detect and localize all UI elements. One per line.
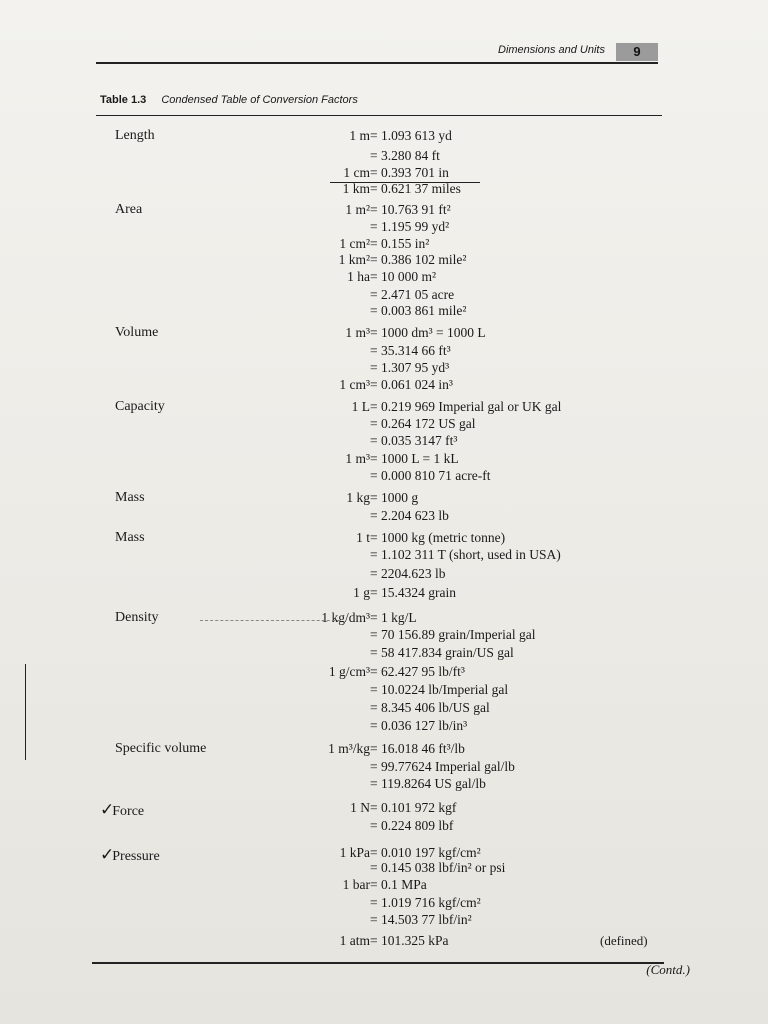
conversion-value: = 0.219 969 Imperial gal or UK gal bbox=[370, 399, 562, 414]
conversion-value: = 99.77624 Imperial gal/lb bbox=[370, 759, 515, 774]
unit-lhs: 1 kg bbox=[346, 490, 370, 505]
unit-lhs: 1 km bbox=[342, 181, 370, 196]
unit-lhs: 1 L bbox=[351, 399, 370, 414]
unit-lhs: 1 ha bbox=[347, 269, 370, 284]
conversion-value: = 1000 kg (metric tonne) bbox=[370, 530, 506, 545]
dashed-rule bbox=[200, 620, 340, 621]
conversion-value: = 15.4324 grain bbox=[370, 585, 456, 600]
checkmark-icon: ✓ bbox=[100, 800, 115, 819]
conversion-value: = 1000 dm³ = 1000 L bbox=[370, 325, 486, 340]
conversion-value: = 8.345 406 lb/US gal bbox=[370, 700, 490, 715]
page-number: 9 bbox=[616, 43, 658, 61]
unit-lhs: 1 m³/kg bbox=[328, 741, 370, 756]
conversion-value: = 0.155 in² bbox=[370, 236, 430, 251]
category-text: Length bbox=[115, 128, 155, 143]
category-label bbox=[115, 399, 165, 415]
conversion-value: = 0.101 972 kgf bbox=[370, 800, 457, 815]
conversion-value: = 14.503 77 lbf/in² bbox=[370, 912, 472, 927]
table-tag: Table 1.3 bbox=[100, 94, 147, 106]
unit-lhs: 1 km² bbox=[338, 252, 370, 267]
unit-lhs: 1 g bbox=[353, 585, 370, 600]
unit-lhs: 1 m³ bbox=[345, 325, 370, 340]
unit-lhs: 1 m³ bbox=[345, 451, 370, 466]
conversion-value: = 1000 L = 1 kL bbox=[370, 451, 459, 466]
conversion-value: = 2.471 05 acre bbox=[370, 287, 455, 302]
conversion-value: = 2204.623 lb bbox=[370, 566, 446, 581]
category-label bbox=[115, 325, 158, 341]
unit-lhs: 1 atm bbox=[339, 933, 370, 948]
conversion-value: = 10.0224 lb/Imperial gal bbox=[370, 682, 509, 697]
conversion-value: = 62.427 95 lb/ft³ bbox=[370, 664, 465, 679]
category-text: Volume bbox=[115, 325, 159, 340]
unit-lhs: 1 cm bbox=[343, 165, 370, 180]
conversion-value: = 3.280 84 ft bbox=[370, 148, 440, 163]
conversion-value: = 1.093 613 yd bbox=[370, 128, 452, 143]
conversion-value: = 58 417.834 grain/US gal bbox=[370, 645, 514, 660]
unit-lhs: 1 g/cm³ bbox=[328, 664, 370, 679]
conversion-value: = 0.264 172 US gal bbox=[370, 416, 476, 431]
conversion-value: = 0.036 127 lb/in³ bbox=[370, 718, 468, 733]
conversion-value: = 0.386 102 mile² bbox=[370, 252, 467, 267]
category-text: Mass bbox=[115, 490, 145, 505]
conversion-value: = 1 kg/L bbox=[370, 610, 417, 625]
category-text: Density bbox=[115, 610, 159, 625]
unit-lhs: 1 kPa bbox=[339, 845, 370, 860]
category-label bbox=[115, 490, 145, 506]
conversion-value: = 10 000 m² bbox=[370, 269, 437, 284]
conversion-value: = 119.8264 US gal/lb bbox=[370, 776, 486, 791]
conversion-value: = 2.204 623 lb bbox=[370, 508, 449, 523]
category-text: Specific volume bbox=[115, 741, 207, 756]
unit-lhs: 1 t bbox=[356, 530, 370, 545]
unit-lhs: 1 N bbox=[350, 800, 370, 815]
conversion-value: = 10.763 91 ft² bbox=[370, 202, 451, 217]
conversion-value: = 0.035 3147 ft³ bbox=[370, 433, 458, 448]
underline-mark bbox=[330, 182, 480, 183]
category-text: Mass bbox=[115, 530, 145, 545]
category-label bbox=[115, 530, 145, 546]
bottom-rule bbox=[92, 962, 664, 964]
conversion-value: = 1.307 95 yd³ bbox=[370, 360, 450, 375]
category-text: Pressure bbox=[112, 849, 160, 864]
running-head: Dimensions and Units bbox=[498, 44, 605, 56]
category-label bbox=[100, 800, 144, 820]
conversion-value: = 1.195 99 yd² bbox=[370, 219, 450, 234]
conversion-value: = 0.224 809 lbf bbox=[370, 818, 454, 833]
conversion-value: = 70 156.89 grain/Imperial gal bbox=[370, 627, 536, 642]
conversion-value: = 0.003 861 mile² bbox=[370, 303, 467, 318]
conversion-value: = 101.325 kPa bbox=[370, 933, 449, 948]
unit-lhs: 1 cm² bbox=[339, 236, 370, 251]
conversion-value: = 35.314 66 ft³ bbox=[370, 343, 451, 358]
checkmark-icon: ✓ bbox=[100, 845, 115, 864]
row-note: (defined) bbox=[600, 933, 648, 948]
conversion-value: = 0.621 37 miles bbox=[370, 181, 461, 196]
table-title: Condensed Table of Conversion Factors bbox=[161, 94, 358, 106]
conversion-value: = 1.102 311 T (short, used in USA) bbox=[370, 547, 561, 562]
category-text: Capacity bbox=[115, 399, 165, 414]
conversion-value: = 1.019 716 kgf/cm² bbox=[370, 895, 481, 910]
category-text: Area bbox=[115, 202, 143, 217]
category-label bbox=[100, 845, 160, 865]
conversion-value: = 0.145 038 lbf/in² or psi bbox=[370, 860, 506, 875]
unit-lhs: 1 m² bbox=[345, 202, 370, 217]
category-text: Force bbox=[112, 804, 145, 819]
conversion-value: = 0.1 MPa bbox=[370, 877, 427, 892]
conversion-value: = 0.000 810 71 acre-ft bbox=[370, 468, 491, 483]
unit-lhs: 1 cm³ bbox=[339, 377, 370, 392]
conversion-value: = 0.393 701 in bbox=[370, 165, 449, 180]
continued-note: (Contd.) bbox=[646, 962, 690, 977]
conversion-value: = 1000 g bbox=[370, 490, 419, 505]
category-label bbox=[115, 202, 142, 218]
unit-lhs: 1 m bbox=[349, 128, 370, 143]
unit-lhs: 1 kg/dm³ bbox=[321, 610, 370, 625]
category-label bbox=[115, 610, 159, 626]
unit-lhs: 1 bar bbox=[342, 877, 370, 892]
conversion-value: = 0.010 197 kgf/cm² bbox=[370, 845, 481, 860]
conversion-value: = 16.018 46 ft³/lb bbox=[370, 741, 465, 756]
category-label bbox=[115, 128, 155, 144]
conversion-value: = 0.061 024 in³ bbox=[370, 377, 453, 392]
